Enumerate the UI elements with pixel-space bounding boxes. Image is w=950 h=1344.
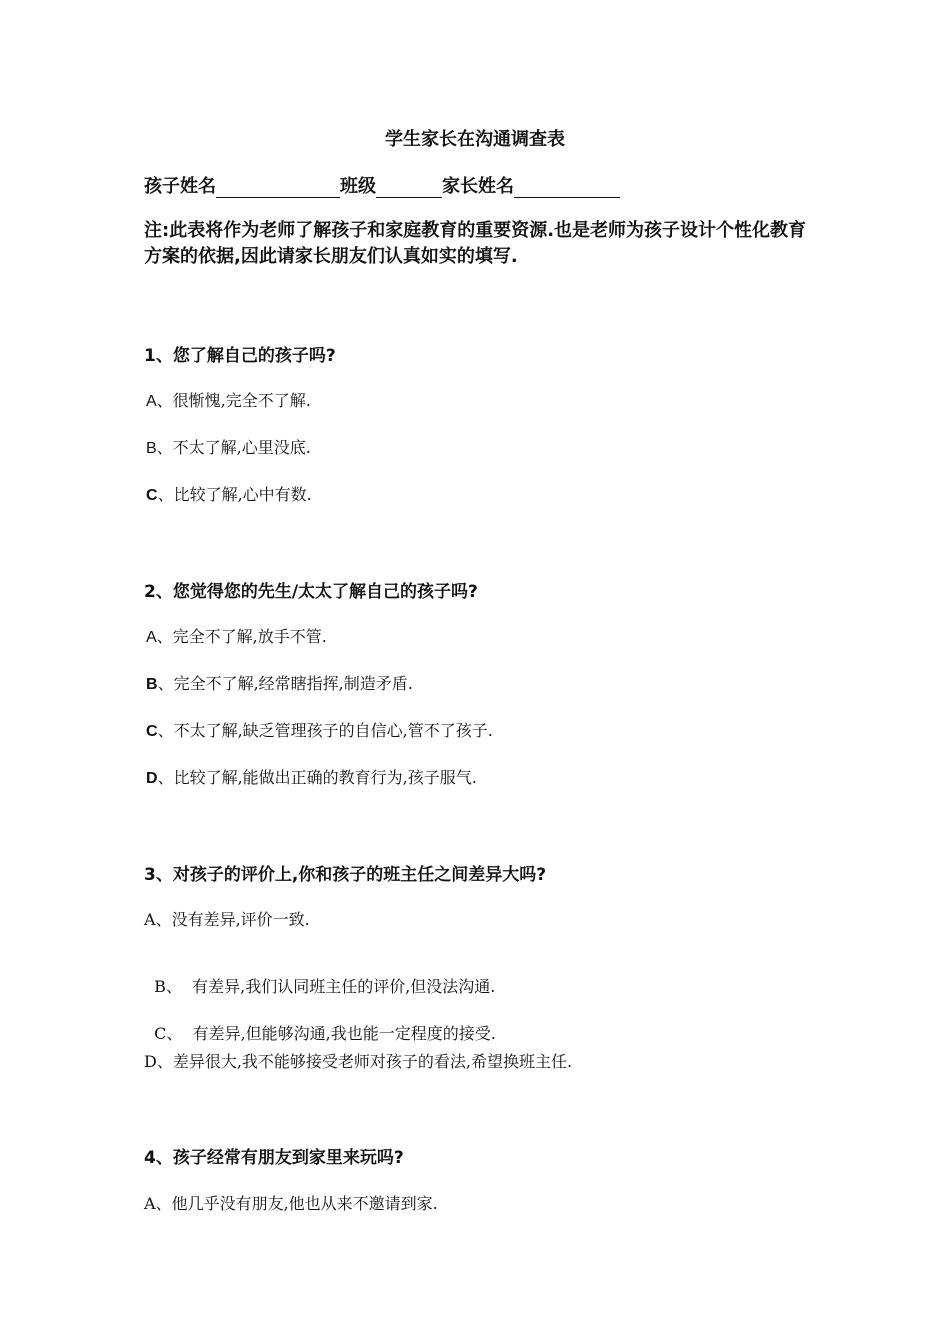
child-name-blank[interactable] [216, 179, 340, 198]
question-1-option-c[interactable] [146, 482, 312, 505]
question-3: 3、对孩子的评价上,你和孩子的班主任之间差异大吗? [144, 865, 547, 885]
option-letter: B [146, 676, 158, 693]
option-letter: C [154, 1024, 167, 1043]
instruction-note: 注:此表将作为老师了解孩子和家庭教育的重要资源.也是老师为孩子设计个性化教育方案的依据,因此请家长朋友们认真如实的填写. [144, 220, 807, 267]
document-title: 学生家长在沟通调查表 [385, 129, 565, 150]
info-fields [144, 172, 620, 198]
option-text: 、完全不了解,经常瞎指挥,制造矛盾. [157, 674, 413, 693]
child-name-label: 孩子姓名 [144, 176, 216, 197]
option-letter: A [144, 910, 156, 929]
option-letter: A [146, 629, 157, 646]
option-letter: C [146, 723, 158, 740]
option-letter: D [144, 1052, 157, 1071]
option-text: 、比较了解,心中有数. [157, 485, 312, 504]
option-text: 、没有差异,评价一致. [155, 910, 310, 929]
option-text: 、不太了解,缺乏管理孩子的自信心,管不了孩子. [157, 721, 493, 740]
option-letter: C [146, 487, 158, 504]
question-1-option-a[interactable] [146, 388, 311, 411]
question-3-option-d[interactable] [144, 1049, 572, 1072]
question-2-option-d[interactable] [146, 765, 477, 788]
option-text: 、很惭愧,完全不了解. [156, 391, 311, 410]
parent-name-label: 家长姓名 [442, 176, 514, 197]
option-letter: A [146, 393, 157, 410]
question-1: 1、您了解自己的孩子吗? [144, 346, 336, 366]
option-text: 、 有差异,我们认同班主任的评价,但没法沟通. [165, 977, 496, 996]
class-blank[interactable] [376, 179, 442, 198]
option-text: 、 有差异,但能够沟通,我也能一定程度的接受. [166, 1024, 496, 1043]
option-text: 、差异很大,我不能够接受老师对孩子的看法,希望换班主任. [156, 1052, 573, 1071]
question-1-option-b[interactable] [146, 435, 311, 458]
question-2: 2、您觉得您的先生/太太了解自己的孩子吗? [144, 582, 478, 602]
question-4-option-a[interactable] [144, 1191, 438, 1214]
question-3-option-b[interactable] [144, 955, 495, 997]
option-text: 、完全不了解,放手不管. [156, 627, 327, 646]
parent-name-blank[interactable] [514, 179, 620, 198]
question-3-option-c[interactable] [144, 1002, 496, 1044]
option-text: 、比较了解,能做出正确的教育行为,孩子服气. [157, 768, 477, 787]
option-letter: A [144, 1194, 156, 1213]
option-text: 、他几乎没有朋友,他也从来不邀请到家. [155, 1194, 438, 1213]
option-letter: D [146, 770, 158, 787]
option-letter: B [154, 977, 166, 996]
option-text: 、不太了解,心里没底. [156, 438, 311, 457]
question-2-option-a[interactable] [146, 624, 327, 647]
question-2-option-c[interactable] [146, 718, 493, 741]
question-3-option-a[interactable] [144, 907, 310, 930]
question-4: 4、孩子经常有朋友到家里来玩吗? [144, 1148, 404, 1168]
option-letter: B [146, 440, 157, 457]
question-2-option-b[interactable] [146, 671, 413, 694]
class-label: 班级 [340, 176, 376, 197]
